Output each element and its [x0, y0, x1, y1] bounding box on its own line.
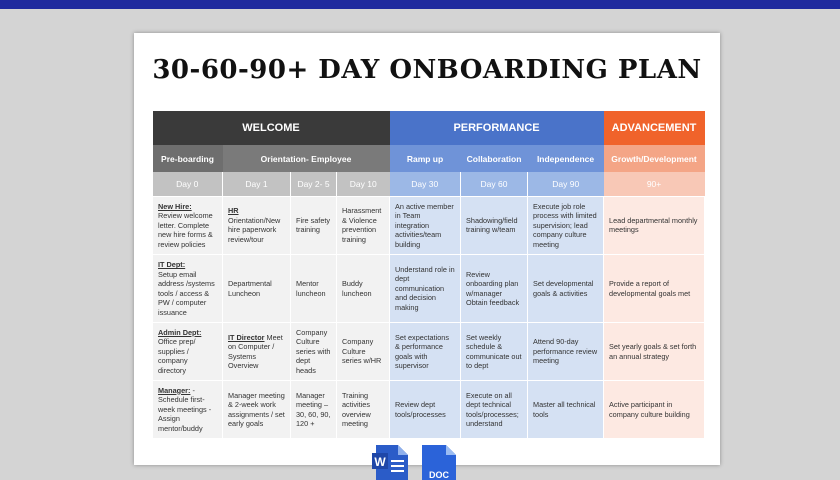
table-cell: Shadowing/field training w/team — [461, 197, 528, 255]
doc-file-icon[interactable] — [420, 445, 458, 480]
page-title: 30-60-90+ DAY ONBOARDING PLAN — [152, 55, 702, 85]
day-label: Day 30 — [390, 172, 461, 197]
phase-collaboration: Collaboration — [461, 145, 528, 172]
word-icon-letter: W — [374, 455, 386, 469]
cell-text: Office prep/ supplies / company directory — [158, 337, 196, 375]
table-cell: Master all technical tools — [528, 381, 604, 439]
table-cell — [153, 323, 223, 381]
cell-role-label: New Hire: — [158, 201, 192, 211]
phase-ramp-up: Ramp up — [390, 145, 461, 172]
cell-role-label: IT Dept: — [158, 260, 186, 270]
table-cell: An active member in Team integration activities/team building — [390, 197, 461, 255]
day-label: Day 60 — [461, 172, 528, 197]
section-welcome: WELCOME — [153, 111, 390, 145]
table-row — [153, 323, 705, 381]
table-row — [153, 254, 705, 322]
table-cell — [223, 323, 291, 381]
table-cell: Attend 90-day performance review meeting — [528, 323, 604, 381]
table-cell: Active participant in company culture building — [604, 381, 705, 439]
top-bar — [0, 0, 840, 9]
table-cell: Provide a report of developmental goals met — [604, 254, 705, 322]
day-label: 90+ — [604, 172, 705, 197]
cell-role-label: Admin Dept: — [158, 327, 202, 337]
table-cell: Set developmental goals & activities — [528, 254, 604, 322]
cell-text: Orientation/New hire paperwork review/tour — [228, 215, 281, 244]
table-row — [153, 197, 705, 255]
table-cell: Company Culture series with dept heads — [291, 323, 337, 381]
table-cell: Lead departmental monthly meetings — [604, 197, 705, 255]
table-cell: Buddy luncheon — [337, 254, 390, 322]
table-cell: Company Culture series w/HR — [337, 323, 390, 381]
day-label: Day 10 — [337, 172, 390, 197]
cell-role-label: Manager: — [158, 385, 191, 395]
phase-orientation: Orientation- Employee — [223, 145, 390, 172]
day-label: Day 0 — [153, 172, 223, 197]
table-cell: Harassment & Violence prevention training — [337, 197, 390, 255]
table-cell: Manager meeting & 2-week work assignments / set early goals — [223, 381, 291, 439]
phase-preboarding: Pre-boarding — [153, 145, 223, 172]
cell-role-label: IT Director — [228, 332, 265, 342]
cell-text: Review welcome letter. Complete new hire forms & review policies — [158, 211, 213, 249]
table-cell: Execute job role process with limited supervision; lead company culture meeting — [528, 197, 604, 255]
day-label: Day 1 — [223, 172, 291, 197]
word-file-icon[interactable] — [370, 445, 410, 480]
table-cell — [223, 197, 291, 255]
section-performance: PERFORMANCE — [390, 111, 604, 145]
cell-role-label: HR — [228, 206, 239, 216]
phase-growth: Growth/Development — [604, 145, 705, 172]
table-cell: Mentor luncheon — [291, 254, 337, 322]
table-cell: Review onboarding plan w/manager Obtain feedback — [461, 254, 528, 322]
cell-text: - Schedule first-week meetings -Assign mentor/buddy — [158, 385, 212, 433]
day-label: Day 2- 5 — [291, 172, 337, 197]
table-cell: Set yearly goals & set forth an annual strategy — [604, 323, 705, 381]
table-cell — [153, 254, 223, 322]
table-cell — [153, 197, 223, 255]
onboarding-table — [152, 111, 705, 439]
table-cell: Review dept tools/processes — [390, 381, 461, 439]
section-advancement: ADVANCEMENT — [604, 111, 705, 145]
cell-text: Setup email address /systems tools / access & PW / computer issuance — [158, 269, 215, 317]
day-label: Day 90 — [528, 172, 604, 197]
table-row — [153, 381, 705, 439]
table-cell: Training activities overview meeting — [337, 381, 390, 439]
document-page — [134, 33, 720, 465]
table-cell: Departmental Luncheon — [223, 254, 291, 322]
table-cell — [153, 381, 223, 439]
phase-independence: Independence — [528, 145, 604, 172]
table-cell: Set expectations & performance goals with supervisor — [390, 323, 461, 381]
table-cell: Understand role in dept communication and decision making — [390, 254, 461, 322]
table-cell: Set weekly schedule & communicate out to dept — [461, 323, 528, 381]
table-cell: Fire safety training — [291, 197, 337, 255]
doc-icon-label: DOC — [429, 470, 449, 480]
cell-text: Meet on Computer / Systems Overview — [228, 332, 283, 371]
table-cell: Manager meeting – 30, 60, 90, 120 + — [291, 381, 337, 439]
table-cell: Execute on all dept technical tools/processes; understand — [461, 381, 528, 439]
